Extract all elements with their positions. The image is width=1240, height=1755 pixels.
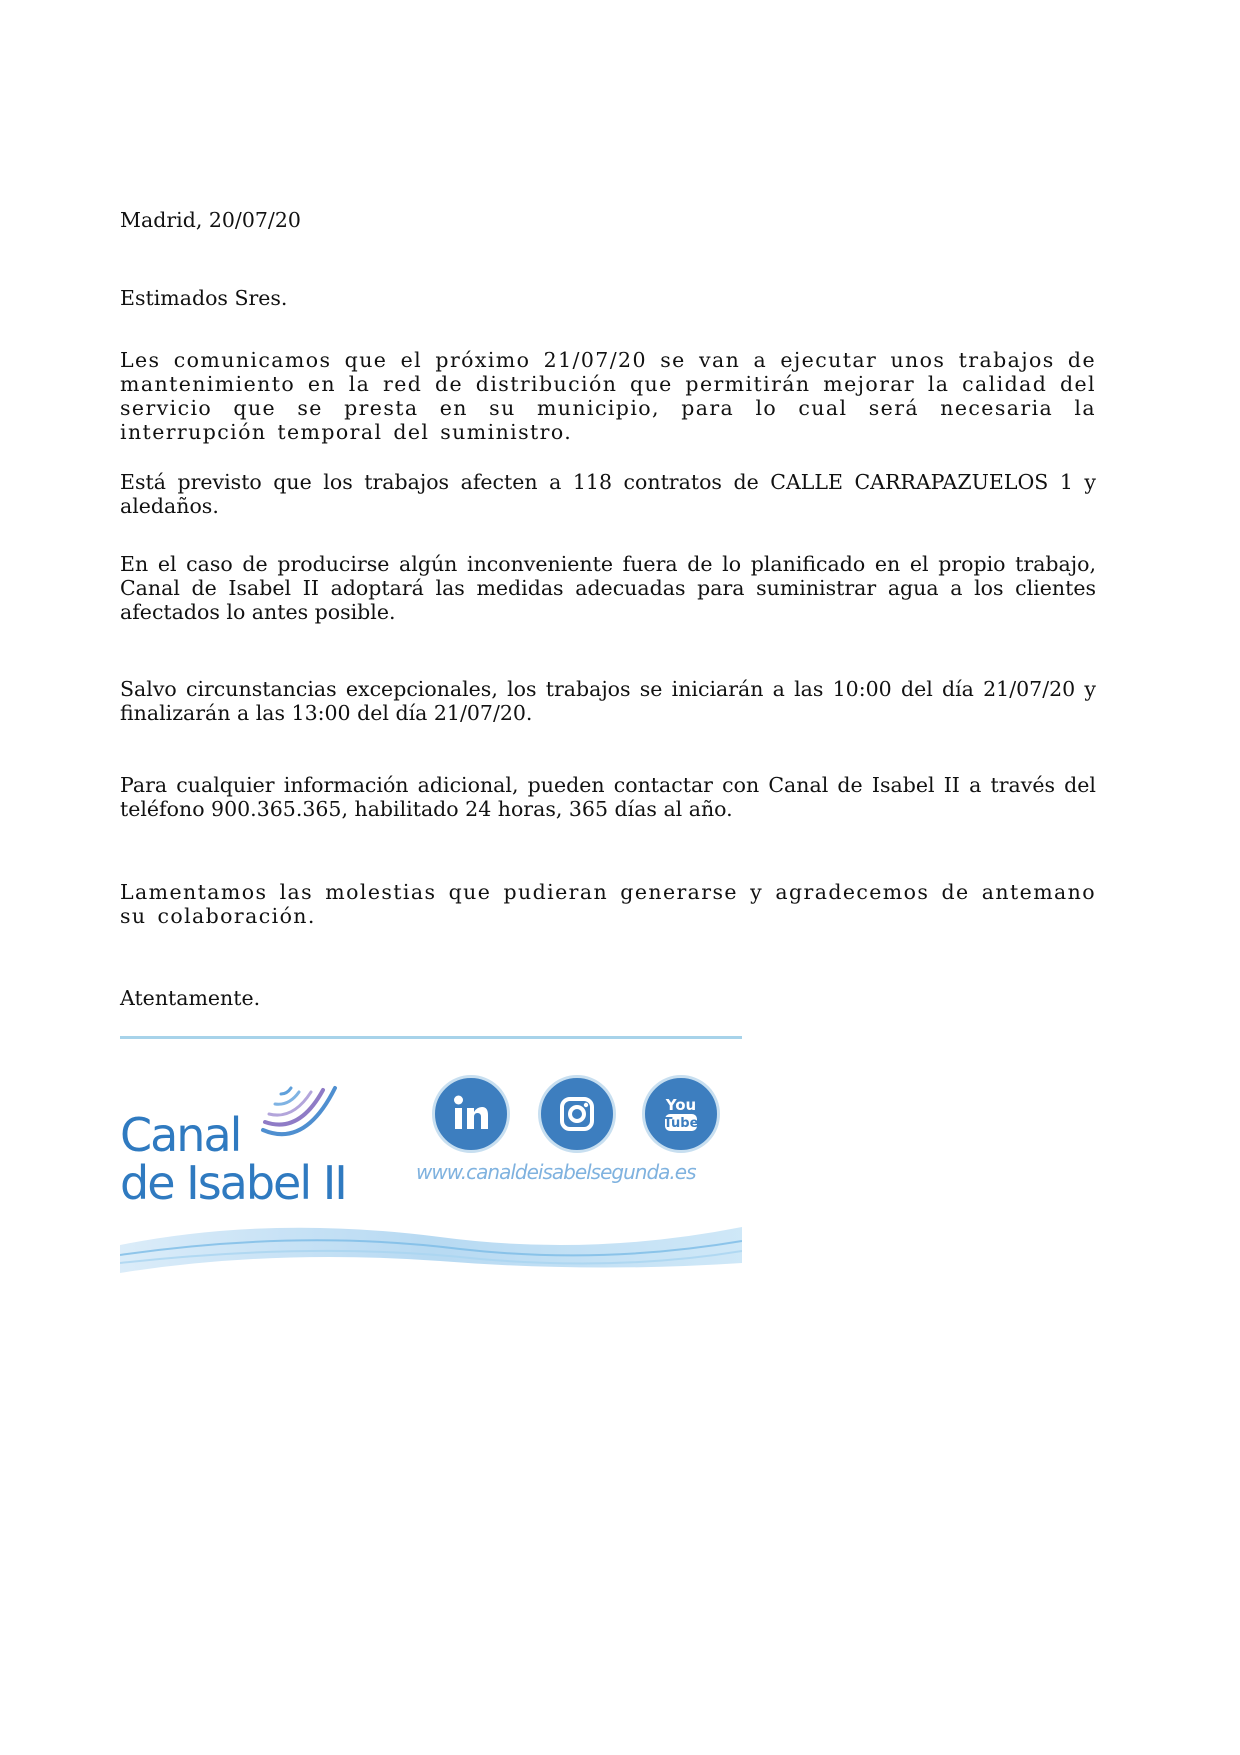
youtube-icon-text-bottom: Tube xyxy=(663,1116,699,1131)
paragraph-notice: Les comunicamos que el próximo 21/07/20 se van a ejecutar unos trabajos de mantenimiento en la red de distribución que permitirán mejorar la calidad del servicio que se presta en su municipio, para lo cual será necesaria la interrupción temporal del suministro. xyxy=(120,348,1096,444)
youtube-icon-text-top: You xyxy=(665,1096,697,1114)
paragraph-contingency: En el caso de producirse algún inconveniente fuera de lo planificado en el propio trabajo, Canal de Isabel II adoptará las medidas adecuadas para suministrar agua a los clientes afectados lo antes posible. xyxy=(120,552,1096,624)
email-signature xyxy=(120,1030,742,1290)
closing-line: Atentamente. xyxy=(120,986,261,1010)
signature-divider xyxy=(120,1036,742,1039)
brand-name-line2: de Isabel II xyxy=(120,1156,346,1210)
wave-banner-icon xyxy=(120,1215,742,1285)
paragraph-apology: Lamentamos las molestias que pudieran generarse y agradecemos de antemano su colaboración. xyxy=(120,880,1096,928)
linkedin-icon[interactable] xyxy=(432,1075,510,1153)
brand-name-line1: Canal xyxy=(120,1108,241,1162)
paragraph-contact: Para cualquier información adicional, pueden contactar con Canal de Isabel II a través del teléfono 900.365.365, habilitado 24 horas, 365 días al año. xyxy=(120,773,1096,821)
paragraph-affected-contracts: Está previsto que los trabajos afecten a 118 contratos de CALLE CARRAPAZUELOS 1 y aledaños. xyxy=(120,470,1096,518)
website-link[interactable]: www.canaldeisabelsegunda.es xyxy=(416,1160,696,1184)
youtube-icon[interactable] xyxy=(642,1075,720,1153)
canal-isabel-logo xyxy=(120,1070,360,1220)
paragraph-schedule: Salvo circunstancias excepcionales, los trabajos se iniciarán a las 10:00 del día 21/07/20 y finalizarán a las 13:00 del día 21/07/20. xyxy=(120,677,1096,725)
date-line: Madrid, 20/07/20 xyxy=(120,208,301,232)
greeting: Estimados Sres. xyxy=(120,286,288,310)
instagram-icon[interactable] xyxy=(538,1075,616,1153)
logo-arcs-icon xyxy=(255,1070,355,1150)
